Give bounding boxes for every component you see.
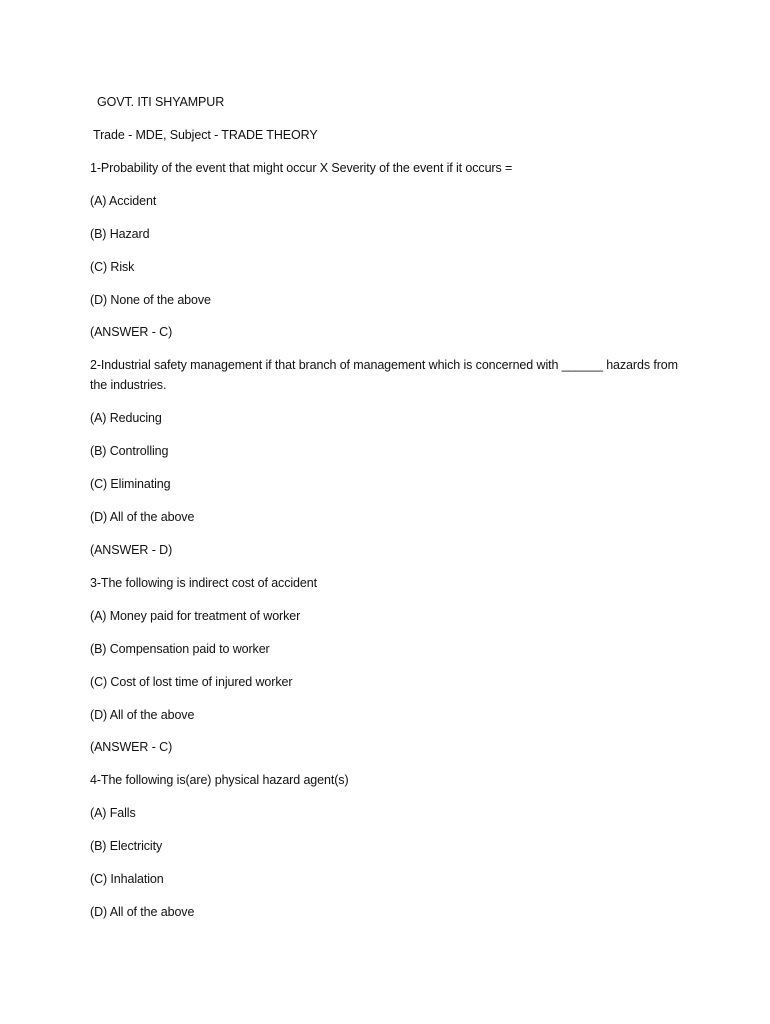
question-3-option-d: (D) All of the above	[90, 708, 195, 722]
question-3-option-a: (A) Money paid for treatment of worker	[90, 609, 301, 623]
question-1-option-b: (B) Hazard	[90, 227, 150, 241]
question-4-text: 4-The following is(are) physical hazard agent(s)	[90, 773, 349, 787]
trade-subject-line: Trade - MDE, Subject - TRADE THEORY	[93, 128, 318, 142]
question-2-option-a: (A) Reducing	[90, 411, 162, 425]
question-4-option-c: (C) Inhalation	[90, 872, 164, 886]
question-4-option-d: (D) All of the above	[90, 905, 195, 919]
question-3-option-b: (B) Compensation paid to worker	[90, 642, 270, 656]
question-1-answer: (ANSWER - C)	[90, 325, 173, 339]
question-2-option-b: (B) Controlling	[90, 444, 169, 458]
question-1-option-a: (A) Accident	[90, 194, 157, 208]
question-3-option-c: (C) Cost of lost time of injured worker	[90, 675, 293, 689]
question-1-text: 1-Probability of the event that might occur X Severity of the event if it occurs =	[90, 161, 513, 175]
question-2-option-c: (C) Eliminating	[90, 477, 171, 491]
question-2-answer: (ANSWER - D)	[90, 543, 173, 557]
question-3-text: 3-The following is indirect cost of accident	[90, 576, 317, 590]
question-1-option-c: (C) Risk	[90, 260, 135, 274]
question-4-option-a: (A) Falls	[90, 806, 136, 820]
institute-title: GOVT. ITI SHYAMPUR	[97, 95, 225, 109]
question-3-answer: (ANSWER - C)	[90, 740, 173, 754]
question-1-option-d: (D) None of the above	[90, 293, 211, 307]
question-2-option-d: (D) All of the above	[90, 510, 195, 524]
question-4-option-b: (B) Electricity	[90, 839, 163, 853]
question-2-text: 2-Industrial safety management if that branch of management which is concerned with ______ hazards from the industries.	[90, 358, 678, 392]
